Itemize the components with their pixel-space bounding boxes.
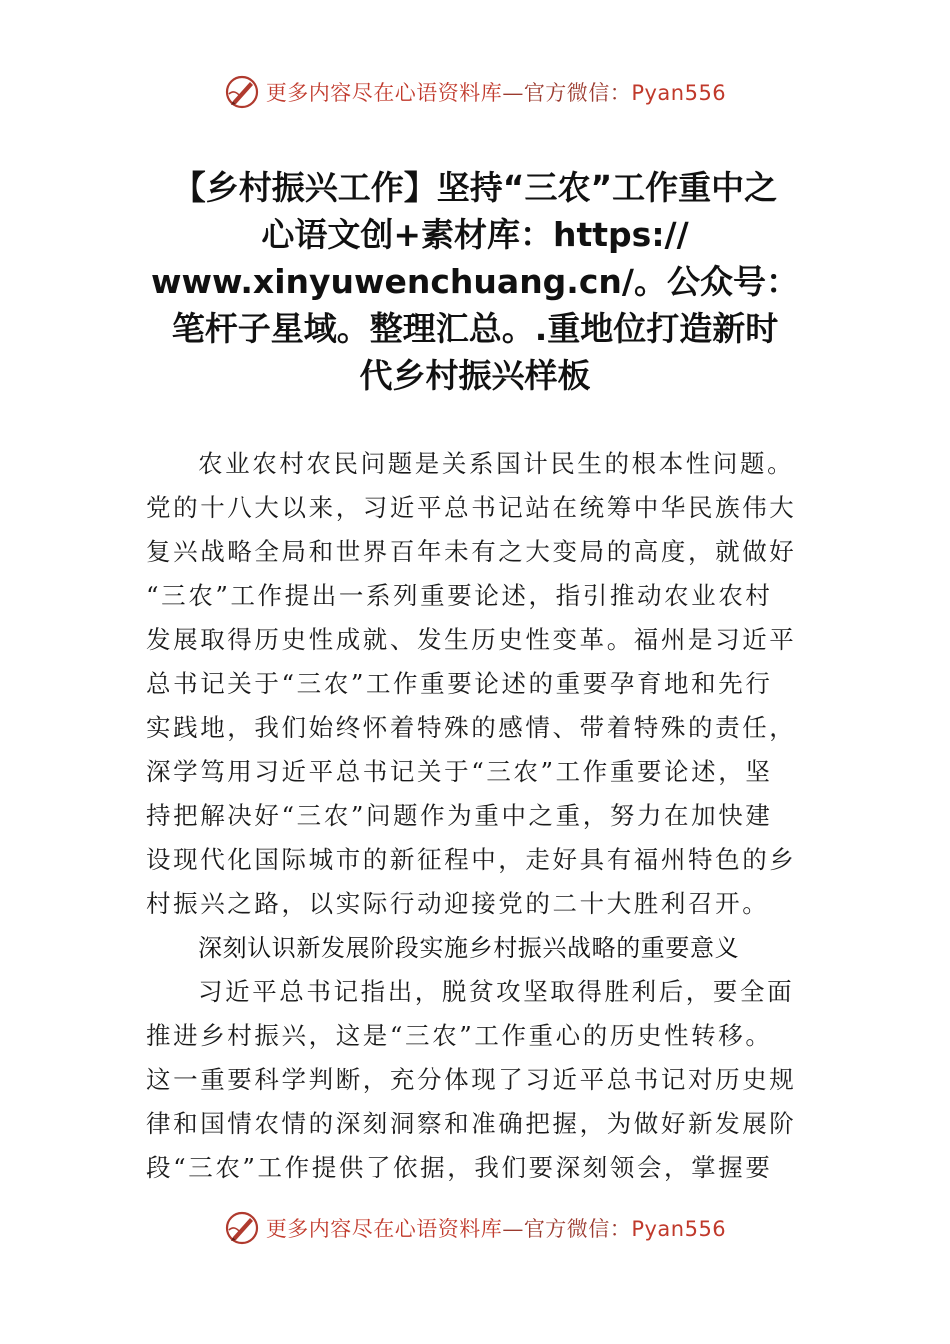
paragraph-1 bbox=[146, 442, 811, 926]
paragraph-2 bbox=[146, 970, 811, 1190]
body-line: 实践地，我们始终怀着特殊的感情、带着特殊的责任， bbox=[146, 713, 797, 742]
watermark-separator: —官方微信： bbox=[502, 81, 632, 105]
pen-logo-icon bbox=[224, 74, 260, 110]
body-line: 发展取得历史性成就、发生历史性变革。福州是习近平 bbox=[146, 625, 797, 654]
watermark-wechat-id: Pyan556 bbox=[631, 81, 727, 105]
document-body bbox=[146, 442, 811, 1190]
footer-watermark bbox=[0, 1208, 950, 1248]
body-line: 农业农村农民问题是关系国计民生的根本性问题。 bbox=[198, 449, 795, 478]
body-line: 村振兴之路，以实际行动迎接党的二十大胜利召开。 bbox=[146, 889, 770, 918]
watermark-main: 更多内容尽在心语资料库 bbox=[265, 81, 503, 105]
body-line: 复兴战略全局和世界百年未有之大变局的高度，就做好 bbox=[146, 537, 797, 566]
body-line: 总书记关于“三农”工作重要论述的重要孕育地和先行 bbox=[146, 669, 773, 698]
title-line: 【乡村振兴工作】坚持“三农”工作重中之 bbox=[172, 168, 778, 207]
body-line: 党的十八大以来，习近平总书记站在统筹中华民族伟大 bbox=[146, 493, 797, 522]
watermark-text bbox=[266, 77, 726, 107]
title-line: 代乡村振兴样板 bbox=[359, 356, 591, 395]
title-line: www.xinyuwenchuang.cn/。公众号： bbox=[151, 262, 799, 301]
title-line: 笔杆子星域。整理汇总。.重地位打造新时 bbox=[171, 309, 779, 348]
title-line: 心语文创+素材库：https:// bbox=[261, 215, 689, 254]
body-line: 设现代化国际城市的新征程中，走好具有福州特色的乡 bbox=[146, 845, 797, 874]
body-line: 持把解决好“三农”问题作为重中之重，努力在加快建 bbox=[146, 801, 773, 830]
body-line: 段“三农”工作提供了依据，我们要深刻领会，掌握要 bbox=[146, 1153, 773, 1182]
watermark-text bbox=[266, 1213, 726, 1243]
body-line: 推进乡村振兴，这是“三农”工作重心的历史性转移。 bbox=[146, 1021, 773, 1050]
body-line: 这一重要科学判断，充分体现了习近平总书记对历史规 bbox=[146, 1065, 797, 1094]
watermark-main: 更多内容尽在心语资料库 bbox=[265, 1217, 503, 1241]
body-line: 深学笃用习近平总书记关于“三农”工作重要论述，坚 bbox=[146, 757, 773, 786]
pen-logo-icon bbox=[224, 1210, 260, 1246]
document-title bbox=[120, 164, 830, 399]
header-watermark bbox=[0, 72, 950, 112]
body-line: “三农”工作提出一系列重要论述，指引推动农业农村 bbox=[146, 581, 773, 610]
watermark-separator: —官方微信： bbox=[502, 1217, 632, 1241]
section-heading: 深刻认识新发展阶段实施乡村振兴战略的重要意义 bbox=[198, 934, 740, 962]
watermark-wechat-id: Pyan556 bbox=[631, 1217, 727, 1241]
body-line: 习近平总书记指出，脱贫攻坚取得胜利后，要全面 bbox=[198, 977, 795, 1006]
body-line: 律和国情农情的深刻洞察和准确把握，为做好新发展阶 bbox=[146, 1109, 797, 1138]
